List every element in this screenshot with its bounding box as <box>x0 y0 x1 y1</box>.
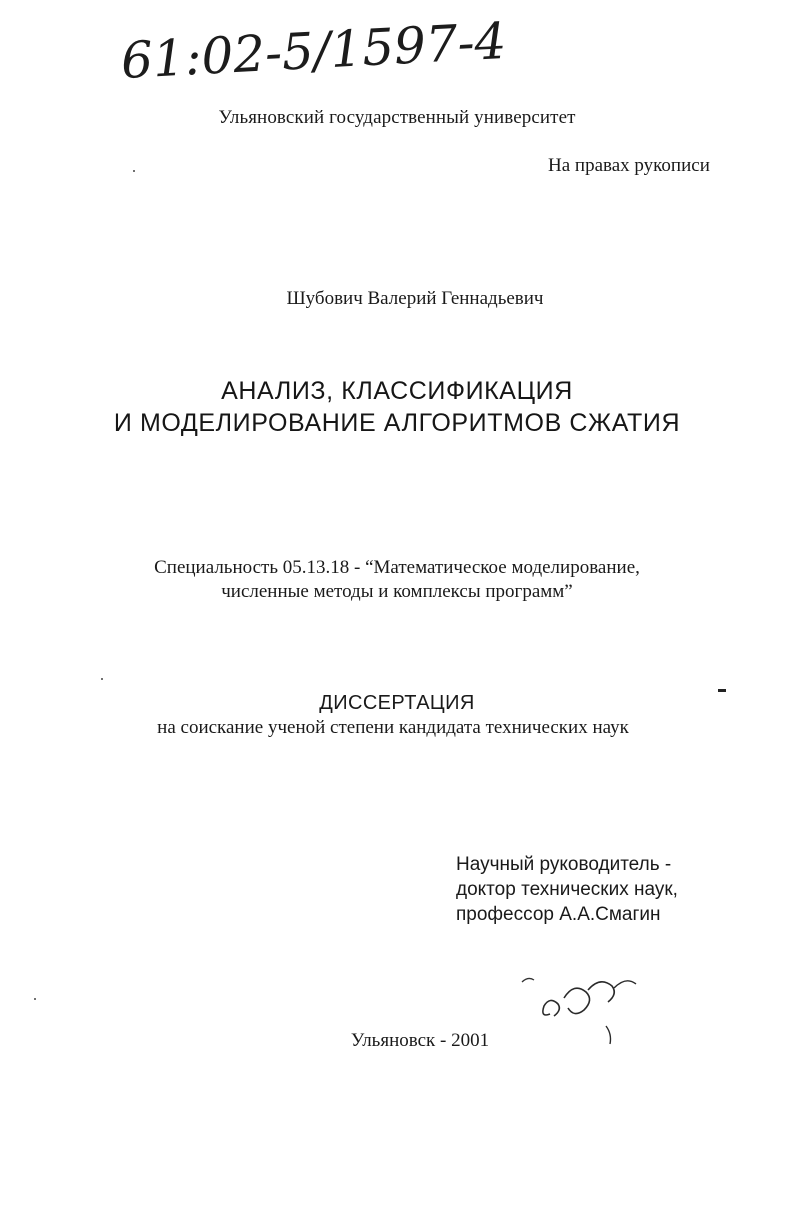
scan-mark <box>718 689 726 692</box>
scan-speck <box>133 170 135 172</box>
supervisor-block <box>456 852 678 927</box>
thesis-title <box>0 375 794 439</box>
supervisor-line-2: доктор технических наук, <box>456 879 678 900</box>
author-name: Шубович Валерий Геннадьевич <box>286 288 544 309</box>
specialty <box>0 556 794 604</box>
supervisor-line-3: профессор А.А.Смагин <box>456 904 661 925</box>
degree-line: на соискание ученой степени кандидата технических наук <box>157 717 629 738</box>
city-and-year: Ульяновск - 2001 <box>350 1030 490 1051</box>
thesis-title-line-1: АНАЛИЗ, КЛАССИФИКАЦИЯ <box>221 377 573 405</box>
thesis-title-line-2: И МОДЕЛИРОВАНИЕ АЛГОРИТМОВ СЖАТИЯ <box>113 409 681 437</box>
work-type: ДИССЕРТАЦИЯ <box>319 692 475 714</box>
scan-speck <box>34 998 36 1000</box>
manuscript-rights-label: На правах рукописи <box>548 155 710 176</box>
handwritten-archive-code-drawing <box>118 8 598 100</box>
scan-speck <box>101 678 103 680</box>
specialty-line-2: численные методы и комплексы программ” <box>221 581 573 602</box>
supervisor-line-1: Научный руководитель - <box>456 854 672 875</box>
handwritten-archive-code <box>118 8 598 100</box>
archive-code-text: 61:02-5/1597-4 <box>119 11 508 90</box>
university-name: Ульяновский государственный университет <box>218 107 576 128</box>
specialty-line-1: Специальность 05.13.18 - “Математическое моделирование, <box>154 557 640 578</box>
